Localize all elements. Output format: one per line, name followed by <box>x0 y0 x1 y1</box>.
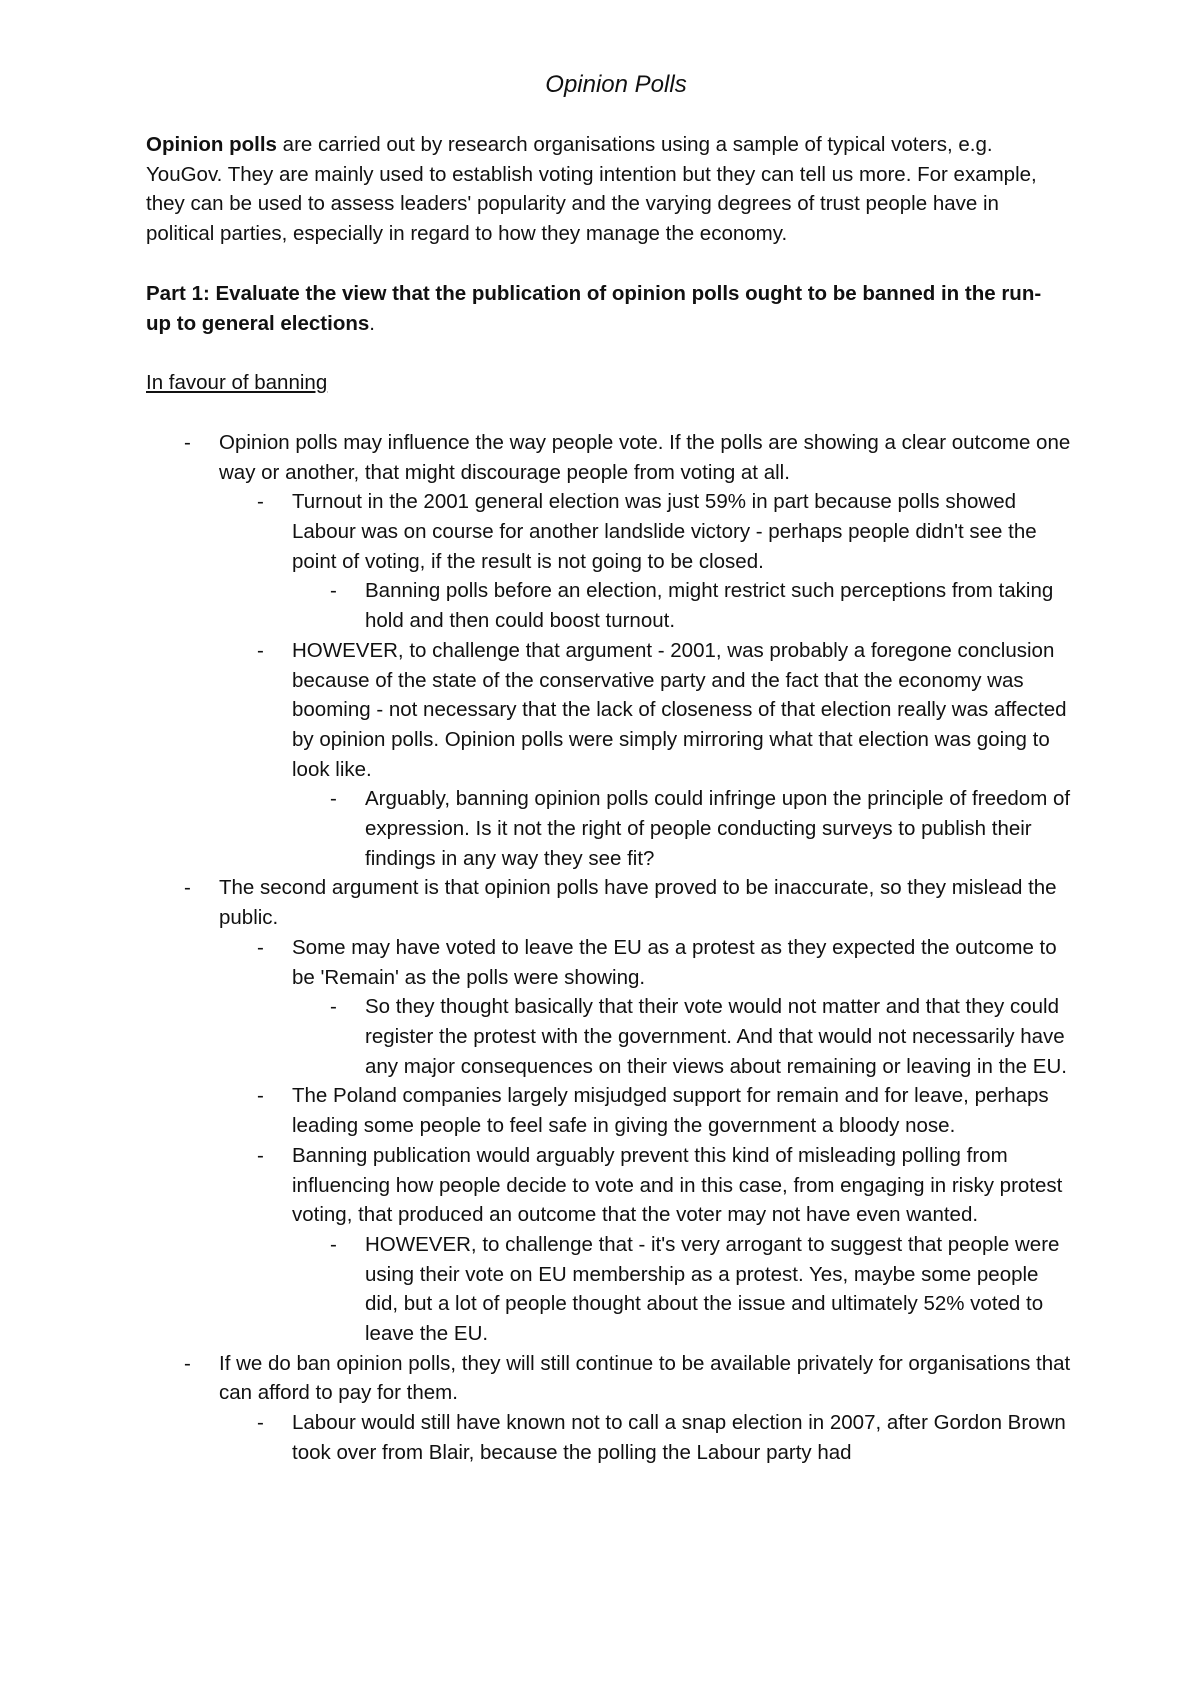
list-item <box>219 1141 1071 1349</box>
list-item <box>219 1408 1071 1467</box>
dash-bullet: - <box>184 1351 191 1375</box>
list-item-text: Turnout in the 2001 general election was just 59% in part because polls showed Labour was on course for another landslide victory - perhaps people didn't see the point of voting, if the result is not going to be closed. <box>292 490 1037 573</box>
list-item <box>292 1230 1071 1349</box>
dash-bullet: - <box>184 430 191 454</box>
dash-bullet: - <box>330 1232 337 1256</box>
list-item-text: So they thought basically that their vote would not matter and that they could register the protest with the government. And that would not necessarily have any major consequences on their views about remaining or leaving in the EU. <box>365 995 1067 1078</box>
list-item <box>292 576 1071 635</box>
list-item <box>146 1349 1071 1468</box>
list-item-text: HOWEVER, to challenge that - it's very arrogant to suggest that people were using their vote on EU membership as a protest. Yes, maybe some people did, but a lot of people thought about the issue and ultimately 52% voted to leave the EU. <box>365 1232 1060 1346</box>
sub-list <box>292 784 1071 873</box>
list-item <box>219 636 1071 874</box>
list-item-text: Banning polls before an election, might restrict such perceptions from taking hold and then could boost turnout. <box>365 579 1054 633</box>
part1-heading-period: . <box>369 311 375 335</box>
list-item-text: Labour would still have known not to call a snap election in 2007, after Gordon Brown took over from Blair, because the polling the Labour party had <box>292 1411 1066 1464</box>
sub-list <box>292 992 1071 1081</box>
list-item-text: If we do ban opinion polls, they will still continue to be available privately for organisations that can afford to pay for them. <box>219 1351 1071 1405</box>
dash-bullet: - <box>330 787 337 811</box>
list-item <box>292 784 1071 873</box>
document-content <box>146 70 1086 1468</box>
part1-heading <box>146 279 1046 338</box>
sub-list <box>292 576 1071 635</box>
sub-list <box>292 1230 1071 1349</box>
dash-bullet: - <box>257 935 264 959</box>
list-item-text: Arguably, banning opinion polls could infringe upon the principle of freedom of expression. Is it not the right of people conducting surveys to publish their findings in any way they see fit? <box>365 787 1071 870</box>
list-item <box>146 873 1071 1348</box>
section-subheading: In favour of banning <box>146 371 328 395</box>
sub-list <box>219 933 1071 1349</box>
dash-bullet: - <box>330 579 337 603</box>
list-item <box>219 487 1071 636</box>
argument-list <box>146 428 1071 1468</box>
list-item <box>146 428 1071 874</box>
dash-bullet: - <box>330 995 337 1019</box>
dash-bullet: - <box>257 638 264 662</box>
dash-bullet: - <box>257 1084 264 1108</box>
list-item-text: HOWEVER, to challenge that argument - 2001, was probably a foregone conclusion because of the state of the conservative party and the fact that the economy was booming - not necessary that the lack of closeness of that election really was affected by opinion polls. Opinion polls were simply mirroring what that election was going to look like. <box>292 638 1067 781</box>
sub-list <box>219 487 1071 873</box>
dash-bullet: - <box>184 876 191 900</box>
list-item <box>292 992 1071 1081</box>
list-item <box>219 1081 1071 1140</box>
list-item-text: The second argument is that opinion polls have proved to be inaccurate, so they mislead the public. <box>219 876 1057 930</box>
intro-paragraph <box>146 130 1066 249</box>
list-item-text: Banning publication would arguably prevent this kind of misleading polling from influencing how people decide to vote and in this case, from engaging in risky protest voting, that produced an outcome that the voter may not have even wanted. <box>292 1143 1063 1227</box>
list-item-text: The Poland companies largely misjudged support for remain and for leave, perhaps leading some people to feel safe in giving the government a bloody nose. <box>292 1084 1049 1138</box>
page-title: Opinion Polls <box>545 71 687 98</box>
dash-bullet: - <box>257 1411 264 1435</box>
intro-text: are carried out by research organisations using a sample of typical voters, e.g. YouGov. They are mainly used to establish voting intention but they can tell us more. For example, they can be used to assess leaders' popularity and the varying degrees of trust people have in political parties, especially in regard to how they manage the economy. <box>146 133 1037 246</box>
sub-list <box>219 1408 1071 1467</box>
dash-bullet: - <box>257 1143 264 1167</box>
intro-term: Opinion polls <box>146 133 277 156</box>
list-item-text: Opinion polls may influence the way people vote. If the polls are showing a clear outcome one way or another, that might discourage people from voting at all. <box>219 430 1071 484</box>
list-item <box>219 933 1071 1082</box>
list-item-text: Some may have voted to leave the EU as a protest as they expected the outcome to be 'Remain' as the polls were showing. <box>292 935 1057 989</box>
dash-bullet: - <box>257 490 264 514</box>
part1-heading-text: Part 1: Evaluate the view that the publication of opinion polls ought to be banned in the run-up to general elections <box>146 281 1042 335</box>
